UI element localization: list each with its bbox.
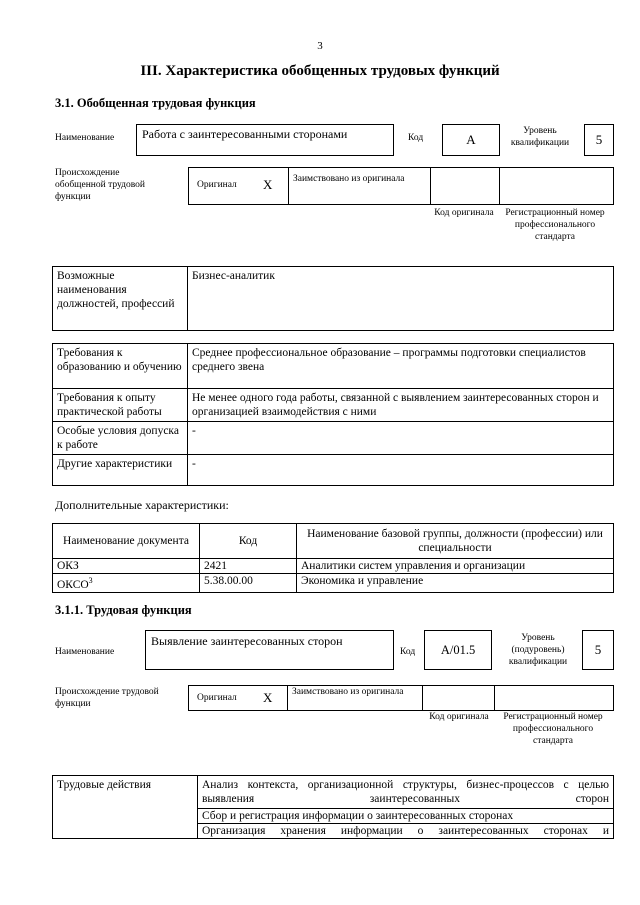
divider: [422, 686, 423, 710]
lf-name-label: Наименование: [55, 647, 115, 657]
requirement-row: [53, 422, 614, 455]
requirement-label: Требования к образованию и обучению: [53, 344, 188, 389]
gen-origin-label: Происхождение обобщенной трудовой функции: [55, 168, 145, 202]
labor-action-item: Сбор и регистрация информации о заинтересованных сторонах: [198, 809, 614, 824]
page-number: 3: [317, 40, 323, 52]
gen-original-label: Оригинал: [197, 180, 237, 190]
additional-table: [52, 523, 614, 593]
requirement-value: Не менее одного года работы, связанной с выявлением заинтересованных сторон и организацией взаимодействия с ними: [188, 389, 614, 422]
additional-title: Дополнительные характеристики:: [55, 498, 229, 512]
gen-code-value: A: [466, 132, 476, 147]
divider: [287, 686, 288, 710]
table-row: [53, 559, 614, 574]
labor-action-item: [198, 776, 614, 809]
gen-original-mark: X: [263, 177, 273, 192]
divider: [499, 168, 500, 204]
labor-action-line: Организация хранения информации о заинтересованных сторонах и: [202, 825, 609, 837]
gen-borrowed-label: Заимствовано из оригинала: [293, 174, 405, 184]
additional-cell: 5.38.00.00: [200, 574, 297, 593]
additional-header: Код: [200, 524, 297, 559]
lf-code-label: Код: [400, 647, 416, 657]
requirement-value: -: [188, 422, 614, 455]
requirement-value: Среднее профессиональное образование – программы подготовки специалистов среднего звена: [188, 344, 614, 389]
lf-level-label: Уровень (подуровень) квалификации: [508, 633, 568, 667]
table-row: [53, 574, 614, 593]
section-title: III. Характеристика обобщенных трудовых функций: [140, 63, 500, 79]
additional-cell: Аналитики систем управления и организации: [297, 559, 614, 574]
footnote-mark: 3: [88, 576, 93, 585]
divider: [430, 168, 431, 204]
lf-code-value: A/01.5: [440, 643, 476, 657]
labor-actions-label: Трудовые действия: [53, 776, 198, 839]
additional-header: Наименование базовой группы, должности (профессии) или специальности: [297, 524, 614, 559]
lf-origin-label: Происхождение трудовой функции: [55, 687, 159, 709]
additional-cell: 2421: [200, 559, 297, 574]
gen-reg-number-label: Регистрационный номер профессионального стандарта: [505, 208, 605, 242]
requirement-row: [53, 455, 614, 486]
lf-name-box: [145, 630, 394, 670]
divider: [288, 168, 289, 204]
lf-borrowed-label: Заимствовано из оригинала: [292, 687, 404, 697]
requirement-value: -: [188, 455, 614, 486]
additional-doc-name: ОКСО: [57, 578, 89, 591]
lf-level-value: 5: [594, 642, 602, 657]
requirement-label: Требования к опыту практической работы: [53, 389, 188, 422]
lf-name-value: Выявление заинтересованных сторон: [151, 634, 343, 648]
gen-origin-table: [188, 167, 614, 205]
additional-header-row: [53, 524, 614, 559]
lf-level-box: [582, 630, 614, 670]
gen-level-value: 5: [595, 132, 603, 147]
lf-origin-table: [188, 685, 614, 711]
labor-action-line: Анализ контекста, организационной структуры, бизнес-процессов с целью выявления заинтересованных сторон: [202, 779, 609, 805]
labor-function-heading: 3.1.1. Трудовая функция: [55, 603, 192, 617]
gen-name-label: Наименование: [55, 133, 115, 143]
divider: [494, 686, 495, 710]
gen-name-box: [136, 124, 394, 156]
requirements-table: [52, 343, 614, 486]
gen-level-label: Уровень квалификации: [510, 126, 570, 148]
lf-original-label: Оригинал: [197, 693, 237, 703]
additional-cell: Экономика и управление: [297, 574, 614, 593]
lf-original-mark: X: [263, 690, 273, 705]
gen-code-orig-label: Код оригинала: [434, 208, 494, 218]
positions-label: Возможные наименования должностей, профессий: [53, 267, 188, 331]
requirement-row: [53, 389, 614, 422]
additional-header: Наименование документа: [53, 524, 200, 559]
lf-code-box: [424, 630, 492, 670]
table-row: [53, 776, 614, 809]
gen-code-label: Код: [408, 133, 424, 143]
labor-actions-table: [52, 775, 614, 839]
gen-function-heading: 3.1. Обобщенная трудовая функция: [55, 96, 256, 110]
positions-value: Бизнес-аналитик: [188, 267, 614, 331]
lf-code-orig-label: Код оригинала: [429, 712, 489, 722]
additional-cell: ОКЗ: [53, 559, 200, 574]
gen-name-value: Работа с заинтересованными сторонами: [142, 127, 348, 141]
additional-cell: [53, 574, 200, 593]
lf-reg-number-label: Регистрационный номер профессионального стандарта: [503, 712, 603, 746]
labor-action-item: [198, 824, 614, 839]
gen-code-box: [442, 124, 500, 156]
requirement-label: Особые условия допуска к работе: [53, 422, 188, 455]
gen-level-box: [584, 124, 614, 156]
positions-table: [52, 266, 614, 331]
requirement-label: Другие характеристики: [53, 455, 188, 486]
requirement-row: [53, 344, 614, 389]
